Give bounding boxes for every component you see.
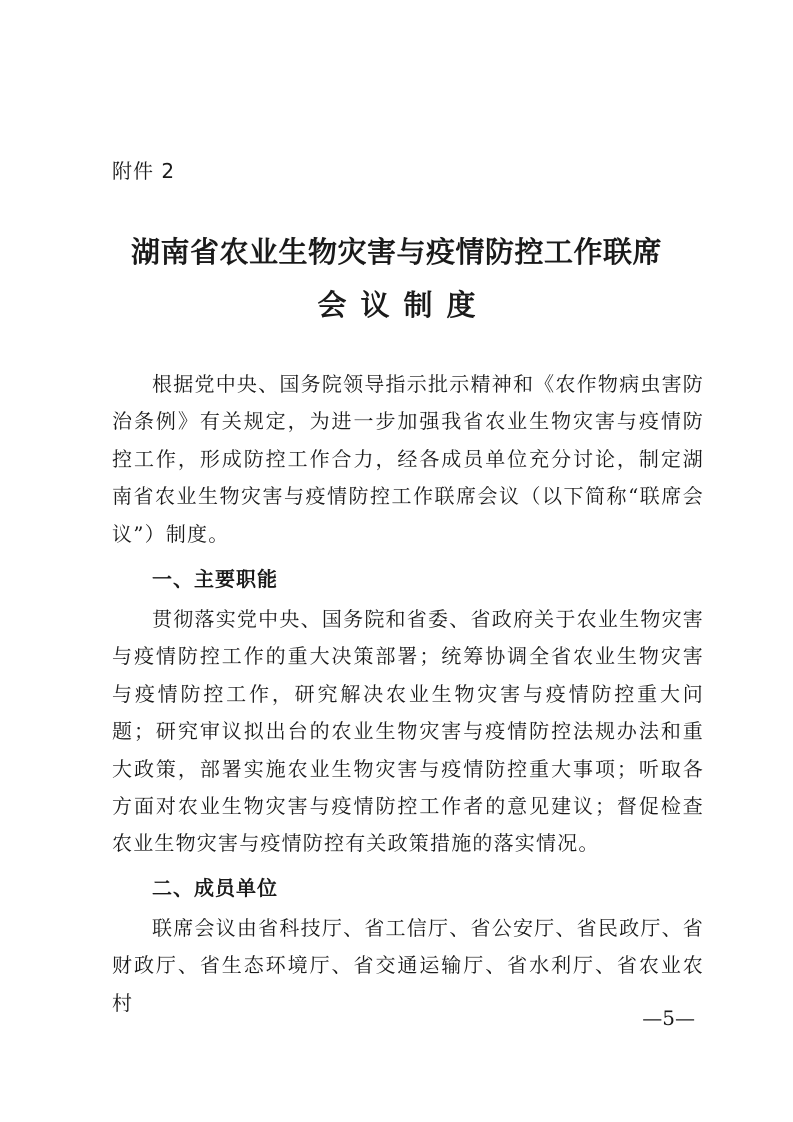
section-heading-members: 二、成员单位 [152,876,278,900]
page-number: —5— [642,1006,695,1030]
section-body-members: 联席会议由省科技厅、省工信厅、省公安厅、省民政厅、省财政厅、省生态环境厅、省交通运输厅、省水利厅、省农业农村 [112,916,704,1015]
attachment-label: 附件 2 [112,159,176,183]
intro-paragraph: 根据党中央、国务院领导指示批示精神和《农作物病虫害防治条例》有关规定，为进一步加强我省农业生物灾害与疫情防控工作，形成防控工作合力，经各成员单位充分讨论，制定湖南省农业生物灾害与疫情防控工作联席会议（以下简称“联席会议”）制度。 [112,372,704,546]
document-title-line-2: 会议制度 [317,288,490,322]
section-body-duties: 贯彻落实党中央、国务院和省委、省政府关于农业生物灾害与疫情防控工作的重大决策部署；统筹协调全省农业生物灾害与疫情防控工作，研究解决农业生物灾害与疫情防控重大问题；研究审议拟出台的农业生物灾害与疫情防控法规办法和重大政策，部署实施农业生物灾害与疫情防控重大事项；听取各方面对农业生物灾害与疫情防控工作者的意见建议；督促检查农业生物灾害与疫情防控有关政策措施的落实情况。 [112,607,704,856]
section-heading-duties: 一、主要职能 [152,567,278,591]
document-title-line-1: 湖南省农业生物灾害与疫情防控工作联席 [130,235,662,269]
